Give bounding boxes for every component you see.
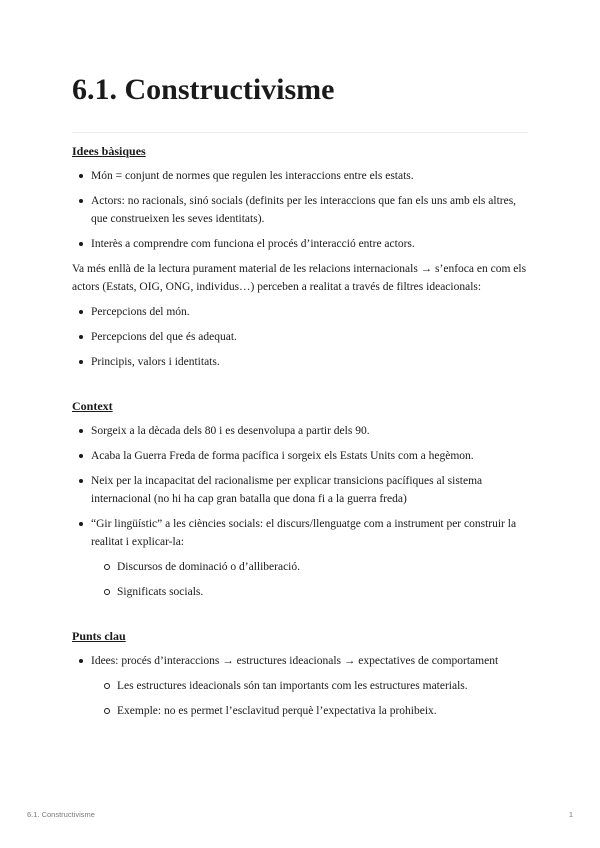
section-spacer [72, 371, 528, 395]
section-heading-context: Context [72, 399, 113, 413]
list-item: Actors: no racionals, sinó socials (definits per les interaccions que fan els uns amb els altres, que construeixen les seves identitats). [72, 192, 528, 228]
list-item: Interès a comprendre com funciona el procés d’interacció entre actors. [72, 235, 528, 253]
page-title: 6.1. Constructivisme [72, 73, 335, 106]
list-item: Percepcions del món. [72, 303, 528, 321]
context-sublist [72, 558, 528, 601]
idees-list [72, 167, 528, 253]
list-item: Sorgeix a la dècada dels 80 i es desenvolupa a partir dels 90. [72, 422, 528, 440]
list-item [72, 515, 528, 601]
list-item [72, 652, 528, 720]
context-list [72, 422, 528, 601]
section-heading-idees: Idees bàsiques [72, 144, 146, 158]
punts-sublist [72, 677, 528, 720]
section-heading-punts: Punts clau [72, 629, 126, 643]
title-divider [72, 132, 528, 133]
list-item: Món = conjunt de normes que regulen les interaccions entre els estats. [72, 167, 528, 185]
list-item-text: Idees: procés d’interaccions → estructures ideacionals → expectatives de comportament [91, 655, 499, 667]
punts-list [72, 652, 528, 720]
idees-paragraph: Va més enllà de la lectura purament material de les relacions internacionals → s’enfoca en com els actors (Estats, OIG, ONG, individus…) perceben a realitat a través de filtres ideacionals: [72, 263, 527, 293]
sub-list-item: Exemple: no es permet l’esclavitud perquè l’expectativa la prohibeix. [72, 702, 528, 720]
section-punts-clau [72, 625, 528, 720]
idees-filters-list [72, 303, 528, 371]
list-item: Acaba la Guerra Freda de forma pacífica i sorgeix els Estats Units com a hegèmon. [72, 447, 528, 465]
section-context [72, 395, 528, 601]
list-item: Neix per la incapacitat del racionalisme per explicar transicions pacífiques al sistema internacional (no hi ha cap gran batalla que dona fi a la guerra freda) [72, 472, 528, 508]
sub-list-item: Les estructures ideacionals són tan importants com les estructures materials. [72, 677, 528, 695]
list-item: Principis, valors i identitats. [72, 353, 528, 371]
section-spacer [72, 601, 528, 625]
section-idees-basiques [72, 140, 528, 371]
footer-page-number: 1 [568, 810, 573, 819]
sub-list-item: Discursos de dominació o d’alliberació. [72, 558, 528, 576]
list-item-text: “Gir lingüístic” a les ciències socials: el discurs/llenguatge com a instrument per construir la realitat i explicar-la: [91, 518, 517, 548]
list-item: Percepcions del que és adequat. [72, 328, 528, 346]
document-body [72, 140, 528, 720]
footer-document-title: 6.1. Constructivisme [27, 810, 95, 819]
sub-list-item: Significats socials. [72, 583, 528, 601]
